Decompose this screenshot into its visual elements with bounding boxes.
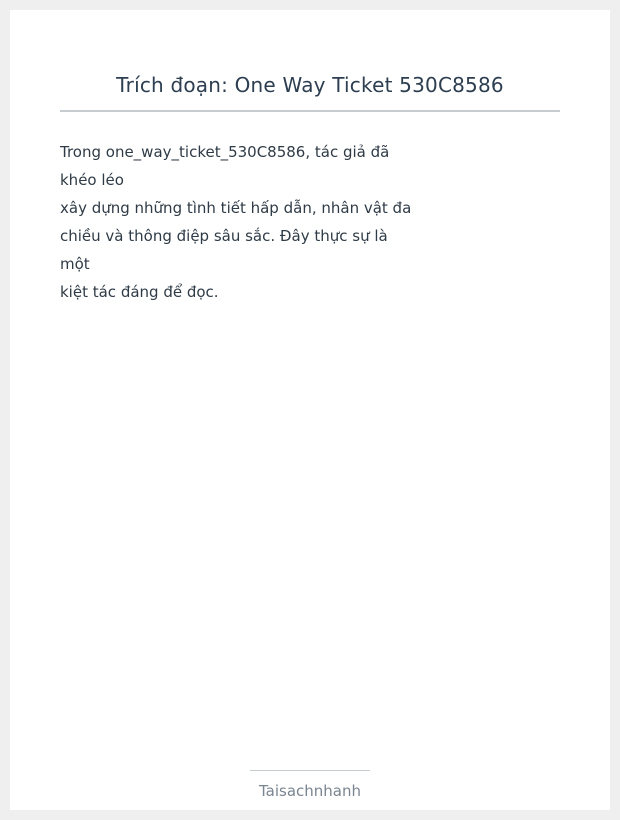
excerpt-line: xây dựng những tình tiết hấp dẫn, nhân vật đa (60, 199, 412, 217)
footer-brand: Taisachnhanh (258, 782, 362, 800)
excerpt-line: khéo léo (60, 171, 124, 189)
excerpt-line: một (60, 255, 90, 273)
excerpt-line: chiều và thông điệp sâu sắc. Đây thực sự là (60, 227, 388, 245)
excerpt-line: Trong one_way_ticket_530C8586, tác giả đã (60, 143, 390, 161)
title-divider (60, 110, 560, 112)
document-page (10, 10, 610, 810)
footer-divider (250, 770, 370, 771)
page-title: Trích đoạn: One Way Ticket 530C8586 (116, 73, 504, 97)
excerpt-line: kiệt tác đáng để đọc. (60, 283, 219, 301)
excerpt-paragraph (60, 138, 412, 306)
